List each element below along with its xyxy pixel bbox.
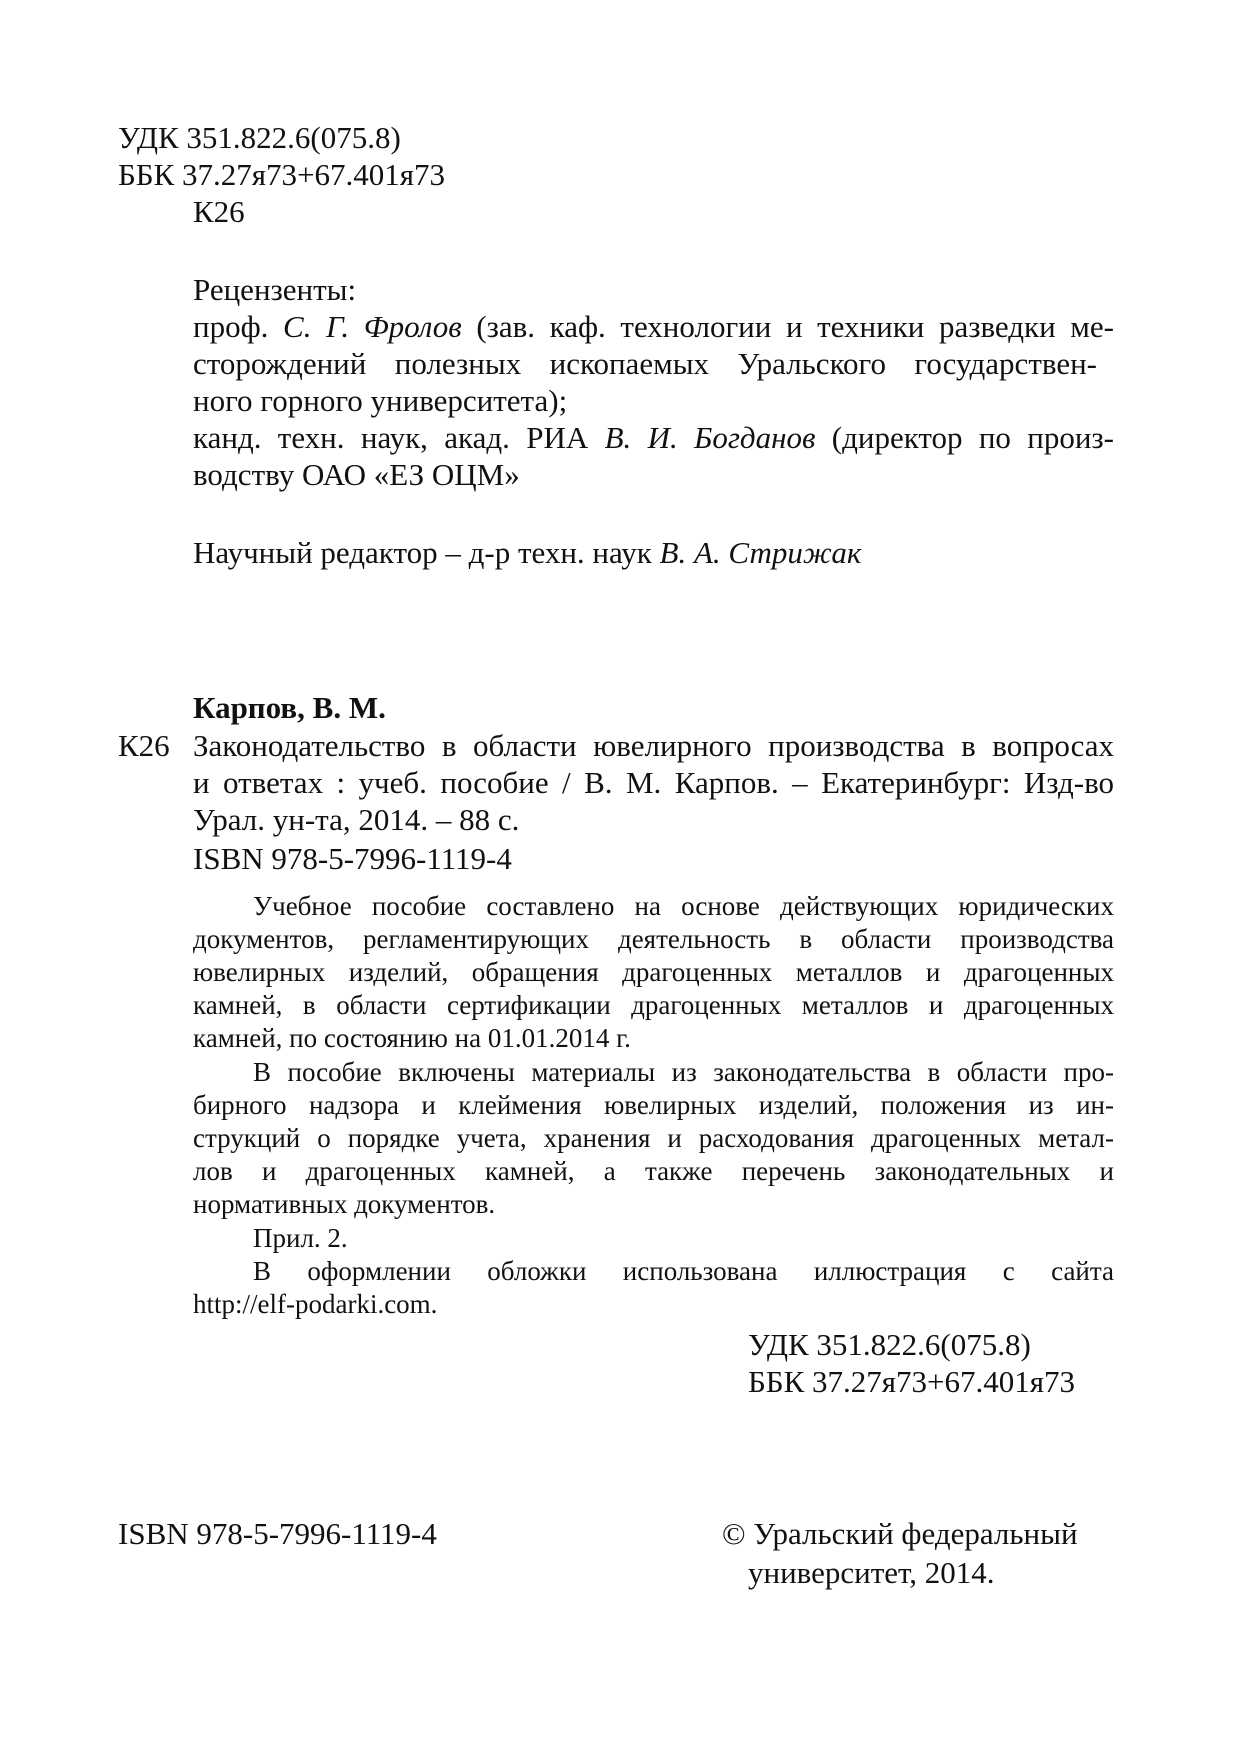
annotation-p2-line-2: бирного надзора и клеймения ювелирных изделий, положения из ин- [193,1090,1114,1120]
reviewer-2-name: В. И. Богданов [604,420,816,455]
card-author: Карпов, В. М. [193,690,386,725]
footer-isbn: ISBN 978-5-7996-1119-4 [118,1516,437,1551]
copyright-line-2: университет, 2014. [748,1555,995,1590]
udk-code: УДК 351.822.6(075.8) [118,120,401,155]
annotation-p2-line-3: струкций о порядке учета, хранения и расходования драгоценных метал- [193,1123,1114,1153]
reviewer-2-line-1 [193,420,1114,456]
card-title-line-3: Урал. ун-та, 2014. – 88 с. [193,802,520,837]
author-mark: К26 [193,194,245,229]
annotation-p1-line-3: ювелирных изделий, обращения драгоценных металлов и драгоценных [193,957,1114,987]
copyright-line-1: © Уральский федеральный [722,1516,1078,1551]
card-title-line-1: Законодательство в области ювелирного производства в вопросах [193,728,1114,763]
annotation-p2-line-5: нормативных документов. [193,1189,496,1219]
annotation-p2-line-1: В пособие включены материалы из законодательства в области про- [253,1057,1114,1087]
reviewer-1-rest: (зав. каф. технологии и техники разведки ме- [461,309,1114,344]
bbk-code: ББК 37.27я73+67.401я73 [118,157,446,192]
reviewer-1-name: С. Г. Фролов [283,309,462,344]
bottom-udk-code: УДК 351.822.6(075.8) [748,1327,1031,1362]
reviewers-heading: Рецензенты: [193,272,357,307]
reviewer-1-line-1 [193,309,1114,345]
annotation-appendix: Прил. 2. [253,1223,348,1253]
card-title-line-2: и ответах : учеб. пособие / В. М. Карпов. – Екатеринбург: Изд-во [193,765,1114,800]
card-isbn: ISBN 978-5-7996-1119-4 [193,841,512,876]
annotation-p1-line-2: документов, регламентирующих деятельность в области производства [193,924,1114,954]
editor-name: В. А. Стрижак [659,535,862,570]
reviewer-2-rest: (директор по произ- [815,420,1114,455]
reviewer-1-prefix: проф. [193,309,284,344]
annotation-p1-line-5: камней, по состоянию на 01.01.2014 г. [193,1023,631,1053]
reviewer-2-prefix: канд. техн. наук, акад. РИА [193,420,605,455]
reviewer-1-line-3: ного горного университета); [193,383,568,418]
annotation-p1-line-1: Учебное пособие составлено на основе действующих юридических [253,891,1114,921]
annotation-cover-line-1: В оформлении обложки использована иллюстрация с сайта [253,1256,1114,1286]
reviewer-2-line-2: водству ОАО «ЕЗ ОЦМ» [193,457,520,492]
bottom-bbk-code: ББК 37.27я73+67.401я73 [748,1364,1076,1399]
reviewer-1-line-2: сторождений полезных ископаемых Уральского государствен- [193,346,1097,381]
card-mark: К26 [118,728,170,763]
editor-prefix: Научный редактор – д-р техн. наук [193,535,660,570]
annotation-cover-line-2: http://elf-podarki.com. [193,1289,438,1319]
annotation-p1-line-4: камней, в области сертификации драгоценных металлов и драгоценных [193,990,1114,1020]
annotation-p2-line-4: лов и драгоценных камней, а также перечень законодательных и [193,1156,1114,1186]
scientific-editor [193,535,861,571]
